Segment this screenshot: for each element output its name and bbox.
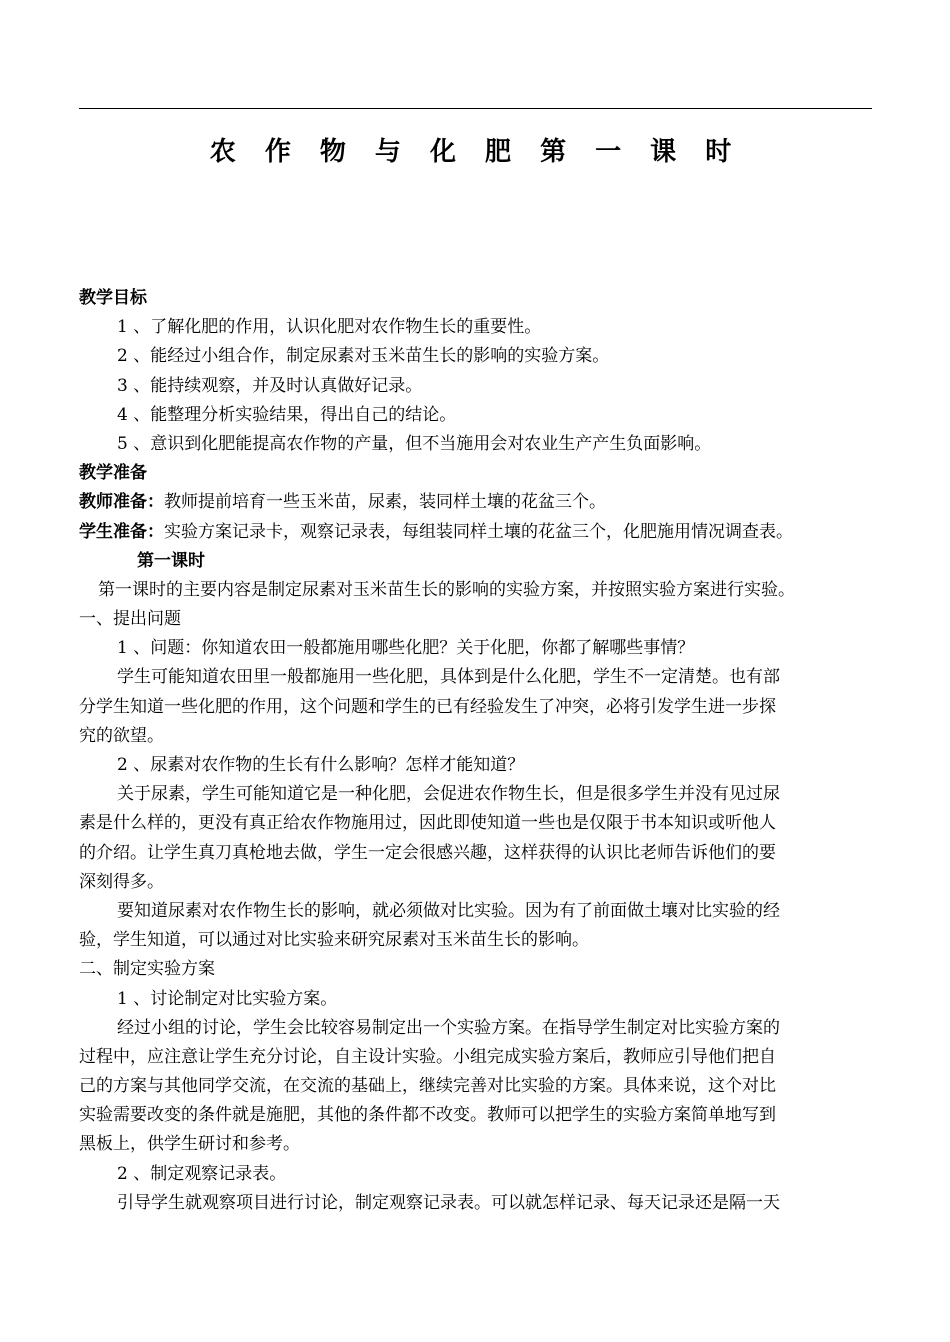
paragraph-line: 关于尿素，学生可能知道它是一种化肥，会促进农作物生长，但是很多学生并没有见过尿 bbox=[117, 784, 780, 805]
lesson-intro: 第一课时的主要内容是制定尿素对玉米苗生长的影响的实验方案，并按照实验方案进行实验。 bbox=[98, 579, 795, 600]
teacher-preparation-text: 教师提前培育一些玉米苗，尿素，装同样土壤的花盆三个。 bbox=[164, 492, 606, 513]
paragraph-line: 要知道尿素对农作物生长的影响，就必须做对比实验。因为有了前面做土壤对比实验的经 bbox=[117, 900, 780, 921]
teacher-preparation-label: 教师准备： bbox=[79, 492, 164, 513]
objective-item: 1 、了解化肥的作用，认识化肥对农作物生长的重要性。 bbox=[117, 317, 542, 338]
paragraph-line: 经过小组的讨论，学生会比较容易制定出一个实验方案。在指导学生制定对比实验方案的 bbox=[117, 1017, 780, 1038]
section1-heading: 一、提出问题 bbox=[79, 609, 181, 630]
objective-item: 3 、能持续观察，并及时认真做好记录。 bbox=[117, 375, 423, 396]
paragraph-line: 黑板上，供学生研讨和参考。 bbox=[79, 1134, 300, 1155]
student-preparation bbox=[79, 518, 879, 547]
section1-question-1: 1 、问题：你知道农田一般都施用哪些化肥？关于化肥，你都了解哪些事情？ bbox=[117, 638, 695, 659]
objective-item: 4 、能整理分析实验结果，得出自己的结论。 bbox=[117, 404, 457, 425]
document-body bbox=[79, 284, 879, 1218]
teacher-preparation bbox=[79, 488, 879, 517]
section2-step-2: 2 、制定观察记录表。 bbox=[117, 1163, 287, 1184]
student-preparation-label: 学生准备： bbox=[79, 521, 164, 542]
section1-question-2: 2 、尿素对农作物的生长有什么影响？怎样才能知道？ bbox=[117, 755, 525, 775]
objectives-heading: 教学目标 bbox=[79, 288, 147, 308]
paragraph-line: 的介绍。让学生真刀真枪地去做，学生一定会很感兴趣，这样获得的认识比老师告诉他们的要 bbox=[79, 842, 776, 863]
lesson-subheading: 第一课时 bbox=[137, 550, 205, 571]
paragraph-line: 验，学生知道，可以通过对比实验来研究尿素对玉米苗生长的影响。 bbox=[79, 930, 589, 951]
paragraph-line: 究的欲望。 bbox=[79, 725, 164, 746]
paragraph-line: 引导学生就观察项目进行讨论，制定观察记录表。可以就怎样记录、每天记录还是隔一天 bbox=[117, 1192, 780, 1213]
paragraph-line: 深刻得多。 bbox=[79, 871, 164, 892]
paragraph-line: 过程中，应注意让学生充分讨论，自主设计实验。小组完成实验方案后，教师应引导他们把自 bbox=[79, 1046, 776, 1067]
paragraph-line: 己的方案与其他同学交流，在交流的基础上，继续完善对比实验的方案。具体来说，这个对比 bbox=[79, 1076, 776, 1097]
preparation-heading: 教学准备 bbox=[79, 463, 147, 484]
paragraph-line: 分学生知道一些化肥的作用，这个问题和学生的已有经验发生了冲突，必将引发学生进一步探 bbox=[79, 696, 776, 717]
objective-item: 5 、意识到化肥能提高农作物的产量，但不当施用会对农业生产产生负面影响。 bbox=[117, 433, 712, 454]
objective-item: 2 、能经过小组合作，制定尿素对玉米苗生长的影响的实验方案。 bbox=[117, 346, 610, 367]
paragraph-line: 素是什么样的，更没有真正给农作物施用过，因此即使知道一些也是仅限于书本知识或听他人 bbox=[79, 813, 776, 834]
section2-step-1: 1 、讨论制定对比实验方案。 bbox=[117, 988, 338, 1009]
student-preparation-text: 实验方案记录卡，观察记录表，每组装同样土壤的花盆三个，化肥施用情况调查表。 bbox=[164, 521, 793, 542]
paragraph-line: 实验需要改变的条件就是施肥，其他的条件都不改变。教师可以把学生的实验方案简单地写到 bbox=[79, 1105, 776, 1126]
header-rule bbox=[79, 108, 872, 109]
document-title: 农 作 物 与 化 肥 第 一 课 时 bbox=[209, 137, 742, 167]
section2-heading: 二、制定实验方案 bbox=[79, 959, 215, 980]
paragraph-line: 学生可能知道农田里一般都施用一些化肥，具体到是什么化肥，学生不一定清楚。也有部 bbox=[117, 667, 780, 688]
